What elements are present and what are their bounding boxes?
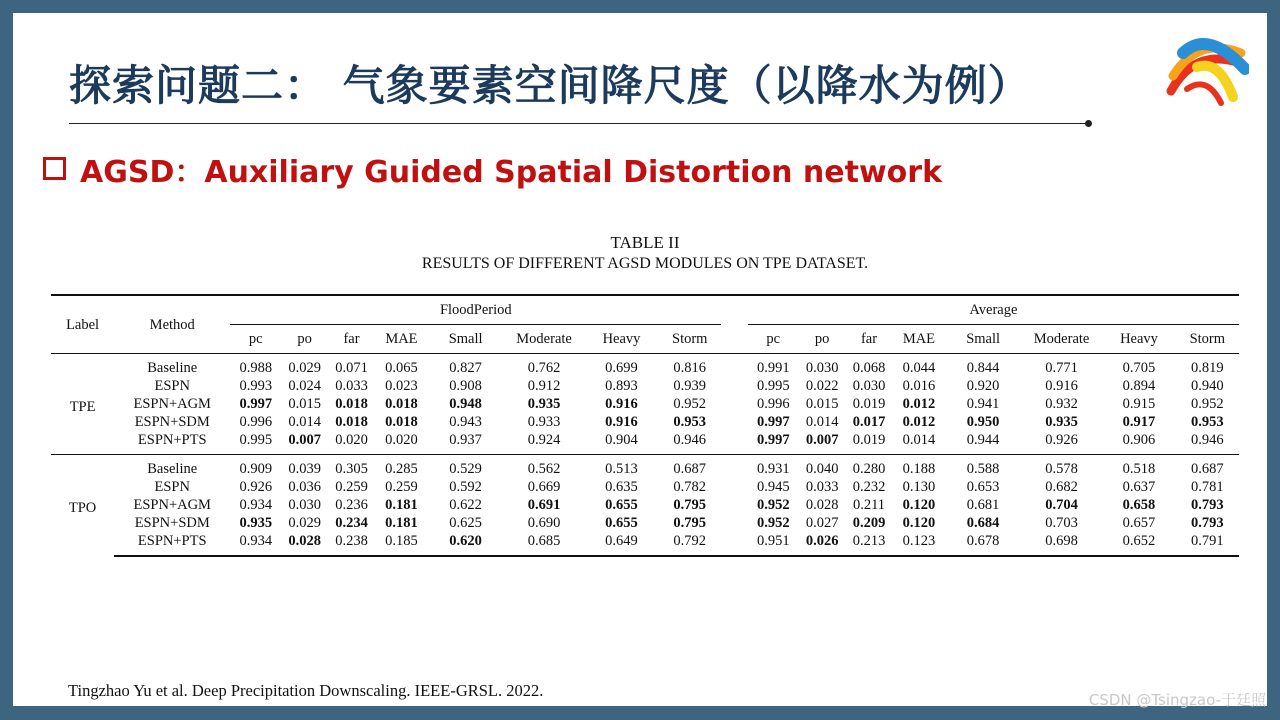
value-cell: 0.209 bbox=[852, 515, 886, 531]
value-cell: 0.635 bbox=[605, 479, 638, 495]
value-cell: 0.685 bbox=[503, 532, 585, 556]
table-row bbox=[51, 532, 1239, 556]
table-caption: TABLE II bbox=[610, 233, 680, 252]
value-cell: 0.026 bbox=[799, 532, 846, 556]
value-cell: 0.993 bbox=[239, 378, 273, 394]
value-cell: 0.946 bbox=[1191, 432, 1224, 448]
value-cell: 0.018 bbox=[385, 396, 418, 412]
section-heading-text: AGSD：Auxiliary Guided Spatial Distortion network bbox=[80, 155, 943, 190]
value-cell: 0.259 bbox=[385, 479, 418, 495]
value-cell: 0.941 bbox=[966, 396, 1000, 412]
value-cell: 0.771 bbox=[1021, 354, 1103, 378]
method-cell: ESPN+AGM bbox=[133, 497, 211, 513]
value-cell: 0.022 bbox=[805, 378, 839, 394]
value-cell: 0.029 bbox=[288, 515, 321, 531]
title-divider bbox=[69, 123, 1089, 124]
column-header-heavy: Heavy bbox=[1120, 331, 1158, 347]
method-cell: ESPN+AGM bbox=[133, 396, 211, 412]
section-label: TPE bbox=[51, 354, 114, 455]
value-cell: 0.816 bbox=[658, 354, 721, 378]
value-cell: 0.953 bbox=[1191, 414, 1224, 430]
value-cell: 0.014 bbox=[805, 414, 839, 430]
value-cell: 0.931 bbox=[748, 455, 799, 479]
value-cell: 0.234 bbox=[335, 515, 368, 531]
value-cell: 0.678 bbox=[945, 532, 1020, 556]
value-cell: 0.906 bbox=[1122, 432, 1156, 448]
value-cell: 0.948 bbox=[449, 396, 482, 412]
group-header-floodperiod: FloodPeriod bbox=[230, 295, 721, 325]
value-cell: 0.120 bbox=[902, 497, 936, 513]
table-row bbox=[51, 413, 1239, 431]
method-cell: ESPN+SDM bbox=[134, 414, 210, 430]
value-cell: 0.934 bbox=[230, 532, 281, 556]
value-cell: 0.020 bbox=[385, 432, 418, 448]
value-cell: 0.030 bbox=[288, 497, 321, 513]
value-cell: 0.040 bbox=[799, 455, 846, 479]
value-cell: 0.704 bbox=[1045, 497, 1078, 513]
method-cell: Baseline bbox=[114, 354, 230, 378]
value-cell: 0.044 bbox=[892, 354, 945, 378]
value-cell: 0.996 bbox=[756, 396, 790, 412]
group-gap bbox=[721, 395, 747, 413]
group-gap bbox=[721, 496, 747, 514]
section-heading bbox=[43, 147, 942, 191]
value-cell: 0.894 bbox=[1122, 378, 1156, 394]
value-cell: 0.669 bbox=[527, 479, 561, 495]
value-cell: 0.065 bbox=[375, 354, 428, 378]
table-row bbox=[51, 496, 1239, 514]
value-cell: 0.782 bbox=[673, 479, 707, 495]
value-cell: 0.120 bbox=[902, 515, 936, 531]
value-cell: 0.691 bbox=[527, 497, 561, 513]
group-gap bbox=[721, 455, 747, 479]
value-cell: 0.029 bbox=[281, 354, 328, 378]
value-cell: 0.181 bbox=[385, 497, 418, 513]
value-cell: 0.687 bbox=[1176, 455, 1239, 479]
slide-title: 探索问题二： 气象要素空间降尺度（以降水为例） bbox=[69, 61, 1031, 110]
table-row bbox=[51, 431, 1239, 455]
value-cell: 0.926 bbox=[239, 479, 273, 495]
value-cell: 0.578 bbox=[1021, 455, 1103, 479]
value-cell: 0.036 bbox=[288, 479, 321, 495]
table-row bbox=[51, 455, 1239, 479]
column-header-far: far bbox=[343, 331, 360, 347]
method-cell: ESPN bbox=[154, 378, 190, 394]
method-cell: ESPN+PTS bbox=[114, 532, 230, 556]
value-cell: 0.934 bbox=[239, 497, 273, 513]
value-cell: 0.687 bbox=[658, 455, 721, 479]
column-header-po: po bbox=[814, 331, 830, 347]
value-cell: 0.943 bbox=[449, 414, 482, 430]
column-header-small: Small bbox=[448, 331, 483, 347]
value-cell: 0.997 bbox=[756, 432, 790, 448]
value-cell: 0.658 bbox=[1122, 497, 1156, 513]
value-cell: 0.305 bbox=[328, 455, 375, 479]
value-cell: 0.793 bbox=[1191, 515, 1224, 531]
table-row bbox=[51, 395, 1239, 413]
value-cell: 0.935 bbox=[239, 515, 273, 531]
value-cell: 0.622 bbox=[449, 497, 482, 513]
value-cell: 0.908 bbox=[449, 378, 482, 394]
value-cell: 0.024 bbox=[288, 378, 321, 394]
method-header: Method bbox=[114, 295, 230, 354]
table-row bbox=[51, 514, 1239, 532]
value-cell: 0.819 bbox=[1176, 354, 1239, 378]
value-cell: 0.945 bbox=[756, 479, 790, 495]
value-cell: 0.952 bbox=[1191, 396, 1224, 412]
value-cell: 0.181 bbox=[385, 515, 418, 531]
value-cell: 0.920 bbox=[966, 378, 1000, 394]
value-cell: 0.684 bbox=[966, 515, 1000, 531]
value-cell: 0.232 bbox=[852, 479, 886, 495]
value-cell: 0.028 bbox=[805, 497, 839, 513]
value-cell: 0.926 bbox=[1045, 432, 1078, 448]
value-cell: 0.655 bbox=[605, 497, 638, 513]
value-cell: 0.915 bbox=[1122, 396, 1156, 412]
section-label: TPO bbox=[51, 455, 114, 557]
group-gap bbox=[721, 532, 747, 556]
value-cell: 0.653 bbox=[966, 479, 1000, 495]
value-cell: 0.795 bbox=[673, 497, 707, 513]
group-gap bbox=[721, 377, 747, 395]
group-gap bbox=[721, 354, 747, 378]
value-cell: 0.912 bbox=[527, 378, 561, 394]
group-gap bbox=[721, 325, 747, 354]
value-cell: 0.909 bbox=[230, 455, 281, 479]
value-cell: 0.997 bbox=[756, 414, 790, 430]
value-cell: 0.625 bbox=[449, 515, 482, 531]
value-cell: 0.588 bbox=[945, 455, 1020, 479]
logo-icon bbox=[1163, 31, 1249, 111]
value-cell: 0.018 bbox=[335, 414, 368, 430]
value-cell: 0.562 bbox=[503, 455, 585, 479]
value-cell: 0.791 bbox=[1176, 532, 1239, 556]
value-cell: 0.039 bbox=[281, 455, 328, 479]
value-cell: 0.932 bbox=[1045, 396, 1078, 412]
value-cell: 0.019 bbox=[852, 396, 886, 412]
value-cell: 0.916 bbox=[605, 414, 638, 430]
value-cell: 0.795 bbox=[673, 515, 707, 531]
value-cell: 0.893 bbox=[605, 378, 638, 394]
square-bullet-icon bbox=[43, 157, 66, 180]
method-cell: Baseline bbox=[114, 455, 230, 479]
value-cell: 0.012 bbox=[902, 414, 936, 430]
value-cell: 0.940 bbox=[1191, 378, 1224, 394]
value-cell: 0.690 bbox=[527, 515, 561, 531]
value-cell: 0.071 bbox=[328, 354, 375, 378]
column-header-small: Small bbox=[966, 331, 1001, 347]
value-cell: 0.012 bbox=[902, 396, 936, 412]
value-cell: 0.017 bbox=[852, 414, 886, 430]
value-cell: 0.933 bbox=[527, 414, 561, 430]
watermark: CSDN @Tsingzao-于廷照 bbox=[1088, 691, 1266, 709]
value-cell: 0.014 bbox=[288, 414, 321, 430]
value-cell: 0.916 bbox=[1045, 378, 1078, 394]
value-cell: 0.916 bbox=[605, 396, 638, 412]
value-cell: 0.033 bbox=[335, 378, 368, 394]
value-cell: 0.793 bbox=[1191, 497, 1224, 513]
value-cell: 0.033 bbox=[805, 479, 839, 495]
label-header: Label bbox=[51, 295, 114, 354]
value-cell: 0.018 bbox=[385, 414, 418, 430]
value-cell: 0.904 bbox=[605, 432, 638, 448]
table-subcaption: RESULTS OF DIFFERENT AGSD MODULES ON TPE DATASET. bbox=[421, 255, 869, 272]
value-cell: 0.068 bbox=[846, 354, 893, 378]
value-cell: 0.924 bbox=[527, 432, 561, 448]
column-header-pc: pc bbox=[766, 331, 781, 347]
column-header-mae: MAE bbox=[385, 331, 418, 347]
value-cell: 0.917 bbox=[1122, 414, 1156, 430]
value-cell: 0.030 bbox=[799, 354, 846, 378]
value-cell: 0.996 bbox=[239, 414, 273, 430]
value-cell: 0.652 bbox=[1102, 532, 1175, 556]
group-gap bbox=[721, 295, 747, 325]
value-cell: 0.019 bbox=[852, 432, 886, 448]
method-cell: ESPN+PTS bbox=[137, 432, 207, 448]
value-cell: 0.952 bbox=[756, 497, 790, 513]
reference-citation: Tingzhao Yu et al. Deep Precipitation Downscaling. IEEE-GRSL. 2022. bbox=[68, 681, 544, 700]
value-cell: 0.655 bbox=[605, 515, 638, 531]
value-cell: 0.657 bbox=[1122, 515, 1156, 531]
column-header-pc: pc bbox=[248, 331, 263, 347]
value-cell: 0.620 bbox=[428, 532, 503, 556]
value-cell: 0.995 bbox=[756, 378, 790, 394]
value-cell: 0.939 bbox=[673, 378, 707, 394]
value-cell: 0.952 bbox=[673, 396, 707, 412]
value-cell: 0.016 bbox=[902, 378, 936, 394]
column-header-po: po bbox=[297, 331, 312, 347]
group-header-average: Average bbox=[748, 295, 1239, 325]
value-cell: 0.995 bbox=[239, 432, 273, 448]
value-cell: 0.698 bbox=[1021, 532, 1103, 556]
value-cell: 0.951 bbox=[748, 532, 799, 556]
divider-dot bbox=[1085, 120, 1092, 127]
value-cell: 0.185 bbox=[375, 532, 428, 556]
value-cell: 0.844 bbox=[945, 354, 1020, 378]
value-cell: 0.592 bbox=[449, 479, 482, 495]
value-cell: 0.682 bbox=[1045, 479, 1078, 495]
group-gap bbox=[721, 431, 747, 455]
value-cell: 0.953 bbox=[673, 414, 707, 430]
value-cell: 0.513 bbox=[585, 455, 658, 479]
value-cell: 0.020 bbox=[335, 432, 368, 448]
value-cell: 0.130 bbox=[902, 479, 936, 495]
value-cell: 0.937 bbox=[449, 432, 482, 448]
value-cell: 0.935 bbox=[1045, 414, 1078, 430]
value-cell: 0.699 bbox=[585, 354, 658, 378]
value-cell: 0.950 bbox=[966, 414, 1000, 430]
column-header-storm: Storm bbox=[1189, 331, 1226, 347]
column-header-mae: MAE bbox=[902, 331, 936, 347]
column-header-moderate: Moderate bbox=[516, 331, 572, 347]
value-cell: 0.213 bbox=[846, 532, 893, 556]
value-cell: 0.280 bbox=[846, 455, 893, 479]
method-cell: ESPN+SDM bbox=[134, 515, 210, 531]
value-cell: 0.681 bbox=[966, 497, 1000, 513]
column-header-heavy: Heavy bbox=[602, 331, 641, 347]
value-cell: 0.007 bbox=[288, 432, 321, 448]
value-cell: 0.762 bbox=[503, 354, 585, 378]
table-row bbox=[51, 354, 1239, 378]
value-cell: 0.792 bbox=[658, 532, 721, 556]
value-cell: 0.991 bbox=[748, 354, 799, 378]
group-gap bbox=[721, 413, 747, 431]
method-cell: ESPN bbox=[154, 479, 190, 495]
value-cell: 0.211 bbox=[852, 497, 886, 513]
value-cell: 0.015 bbox=[288, 396, 321, 412]
value-cell: 0.946 bbox=[673, 432, 707, 448]
value-cell: 0.123 bbox=[892, 532, 945, 556]
column-header-far: far bbox=[860, 331, 878, 347]
value-cell: 0.238 bbox=[328, 532, 375, 556]
value-cell: 0.014 bbox=[902, 432, 936, 448]
column-header-moderate: Moderate bbox=[1033, 331, 1090, 347]
value-cell: 0.027 bbox=[805, 515, 839, 531]
value-cell: 0.236 bbox=[335, 497, 368, 513]
header-row-groups bbox=[51, 295, 1239, 325]
value-cell: 0.705 bbox=[1102, 354, 1175, 378]
group-gap bbox=[721, 514, 747, 532]
value-cell: 0.028 bbox=[281, 532, 328, 556]
value-cell: 0.023 bbox=[385, 378, 418, 394]
column-header-storm: Storm bbox=[672, 331, 708, 347]
value-cell: 0.259 bbox=[335, 479, 368, 495]
table-row bbox=[51, 377, 1239, 395]
value-cell: 0.997 bbox=[239, 396, 273, 412]
value-cell: 0.944 bbox=[966, 432, 1000, 448]
value-cell: 0.935 bbox=[527, 396, 561, 412]
value-cell: 0.827 bbox=[428, 354, 503, 378]
value-cell: 0.952 bbox=[756, 515, 790, 531]
value-cell: 0.188 bbox=[892, 455, 945, 479]
value-cell: 0.030 bbox=[852, 378, 886, 394]
value-cell: 0.637 bbox=[1122, 479, 1156, 495]
value-cell: 0.015 bbox=[805, 396, 839, 412]
value-cell: 0.529 bbox=[428, 455, 503, 479]
value-cell: 0.518 bbox=[1102, 455, 1175, 479]
value-cell: 0.781 bbox=[1191, 479, 1224, 495]
slide bbox=[13, 13, 1267, 706]
group-gap bbox=[721, 478, 747, 496]
value-cell: 0.018 bbox=[335, 396, 368, 412]
table-row bbox=[51, 478, 1239, 496]
value-cell: 0.988 bbox=[230, 354, 281, 378]
value-cell: 0.285 bbox=[375, 455, 428, 479]
value-cell: 0.703 bbox=[1045, 515, 1078, 531]
value-cell: 0.007 bbox=[805, 432, 839, 448]
value-cell: 0.649 bbox=[585, 532, 658, 556]
results-table bbox=[51, 294, 1239, 557]
